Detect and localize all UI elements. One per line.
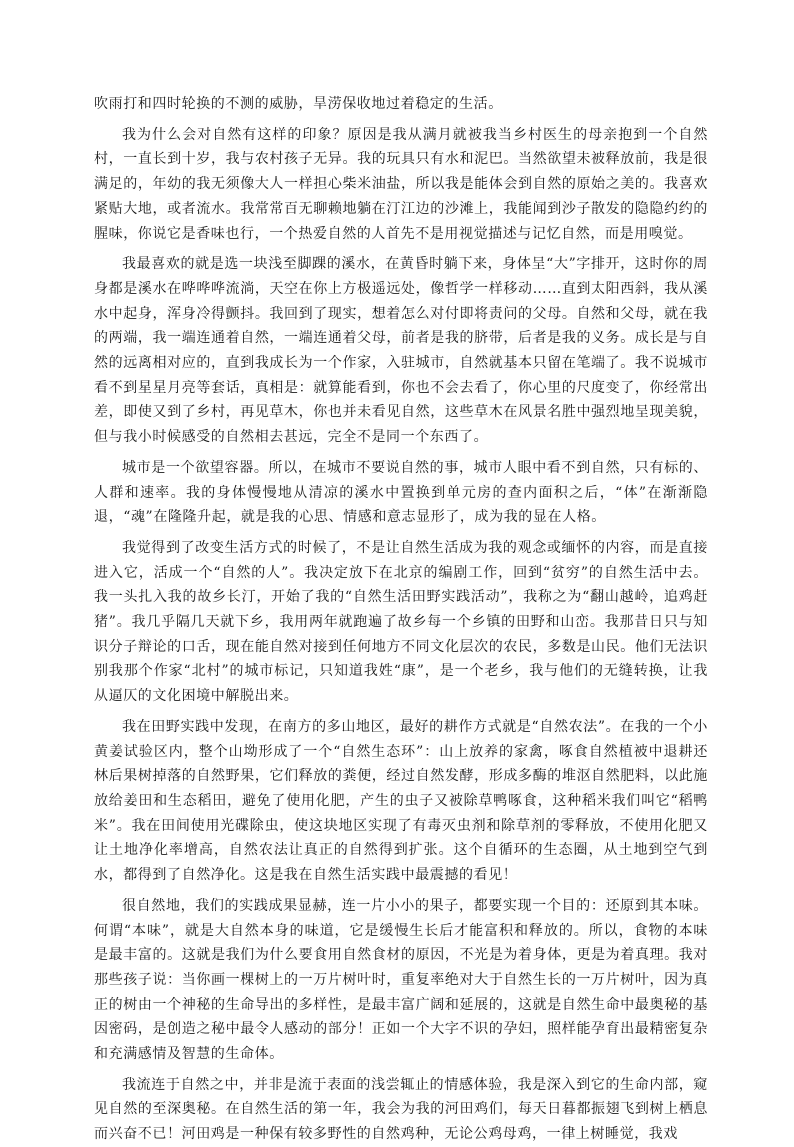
paragraph-5: 我觉得到了改变生活方式的时候了，不是让自然生活成为我的观念或缅怀的内容，而是直接进入它，活成一个“自然的人”。我决定放下在北京的编剧工作，回到“贫穷”的自然生活中去。我一头扎入我的故乡长汀，开始了我的“自然生活田野实践活动”，我称之为“翻山越岭，追鸡赶猪”。我几乎隔几天就下乡，我用两年就跑遍了故乡每一个乡镇的田野和山峦。我那昔日只与知识分子辩论的口舌，现在能自然对接到任何地方不同文化层次的农民，多数是山民。他们无法识别我那个作家“北村”的城市标记，只知道我姓“康”，是一个老乡，我与他们的无缝转换，让我从逼仄的文化困境中解脱出来。	[94, 539, 708, 705]
paragraph-8: 我流连于自然之中，并非是流于表面的浅尝辄止的情感体验，我是深入到它的生命内部，窥见自然的至深奥秘。在自然生活的第一年，我会为我的河田鸡们，每天日暮都振翅飞到树上栖息而兴奋不已！河田鸡是一种保有较多野性的自然鸡种，无论公鸡母鸡，一律上树睡觉，我戏	[94, 1076, 708, 1143]
paragraph-2: 我为什么会对自然有这样的印象？原因是我从满月就被我当乡村医生的母亲抱到一个自然村，一直长到十岁，我与农村孩子无异。我的玩具只有水和泥巴。当然欲望未被释放前，我是很满足的，年幼的我无须像大人一样担心柴米油盐，所以我是能体会到自然的原始之美的。我喜欢紧贴大地，或者流水。我常常百无聊赖地躺在汀江边的沙滩上，我能闻到沙子散发的隐隐约约的腥味，你说它是香味也行，一个热爱自然的人首先不是用视觉描述与记忆自然，而是用嗅觉。	[94, 126, 708, 242]
paragraph-7: 很自然地，我们的实践成果显赫，连一片小小的果子，都要实现一个目的：还原到其本味。何谓“本味”，就是大自然本身的味道，它是缓慢生长后才能富积和释放的。所以，食物的本味是最丰富的。这就是我们为什么要食用自然食材的原因，不光是为着身体，更是为着真理。我对那些孩子说：当你画一棵树上的一万片树叶时，重复率绝对大于自然生长的一万片树叶，因为真正的树由一个神秘的生命导出的多样性，是最丰富广阔和延展的，这就是自然生命中最奥秘的基因密码，是创造之秘中最令人感动的部分！正如一个大字不识的孕妇，照样能孕育出最精密复杂和充满感情及智慧的生命体。	[94, 897, 708, 1063]
paragraph-4: 城市是一个欲望容器。所以，在城市不要说自然的事，城市人眼中看不到自然，只有标的、人群和速率。我的身体慢慢地从清凉的溪水中置换到单元房的查内面积之后，“体”在渐渐隐退，“魂”在隆隆升起，就是我的心思、情感和意志显形了，成为我的显在人格。	[94, 459, 708, 526]
paragraph-6: 我在田野实践中发现，在南方的多山地区，最好的耕作方式就是“自然农法”。在我的一个小黄姜试验区内，整个山坳形成了一个“自然生态环”：山上放养的家禽，啄食自然植被中退耕还林后果树掉落的自然野果，它们释放的粪便，经过自然发酵，形成多酶的堆沤自然肥料，以此施放给姜田和生态稻田，避免了使用化肥，产生的虫子又被除草鸭啄食，这种稻米我们叫它“稻鸭米”。我在田间使用光碟除虫，使这块地区实现了有毒灭虫剂和除草剂的零释放，不使用化肥又让土地净化率增高，自然农法让真正的自然得到扩张。这个自循环的生态圈，从土地到空气到水，都得到了自然净化。这是我在自然生活实践中最震撼的看见！	[94, 718, 708, 884]
paragraph-1: 吹雨打和四时轮换的不测的威胁，旱涝保收地过着稳定的生活。	[94, 96, 503, 112]
paragraph-3: 我最喜欢的就是选一块浅至脚踝的溪水，在黄昏时躺下来，身体呈“大”字排开，这时你的周身都是溪水在哗哗哗流淌，天空在你上方极遥远处，像哲学一样移动……直到太阳西斜，我从溪水中起身，浑身冷得颤抖。我回到了现实，想着怎么对付即将责问的父母。自然和父母，就在我的两端，我一端连通着自然，一端连通着父母，前者是我的脐带，后者是我的义务。成长是与自然的远离相对应的，直到我成长为一个作家，入驻城市，自然就基本只留在笔端了。我不说城市看不到星星月亮等套话，真相是：就算能看到，你也不会去看了，你心里的尺度变了，你经常出差，即使又到了乡村，再见草木，你也并未看见自然，这些草木在风景名胜中强烈地呈现美貌，但与我小时候感受的自然相去甚远，完全不是同一个东西了。	[94, 256, 708, 446]
